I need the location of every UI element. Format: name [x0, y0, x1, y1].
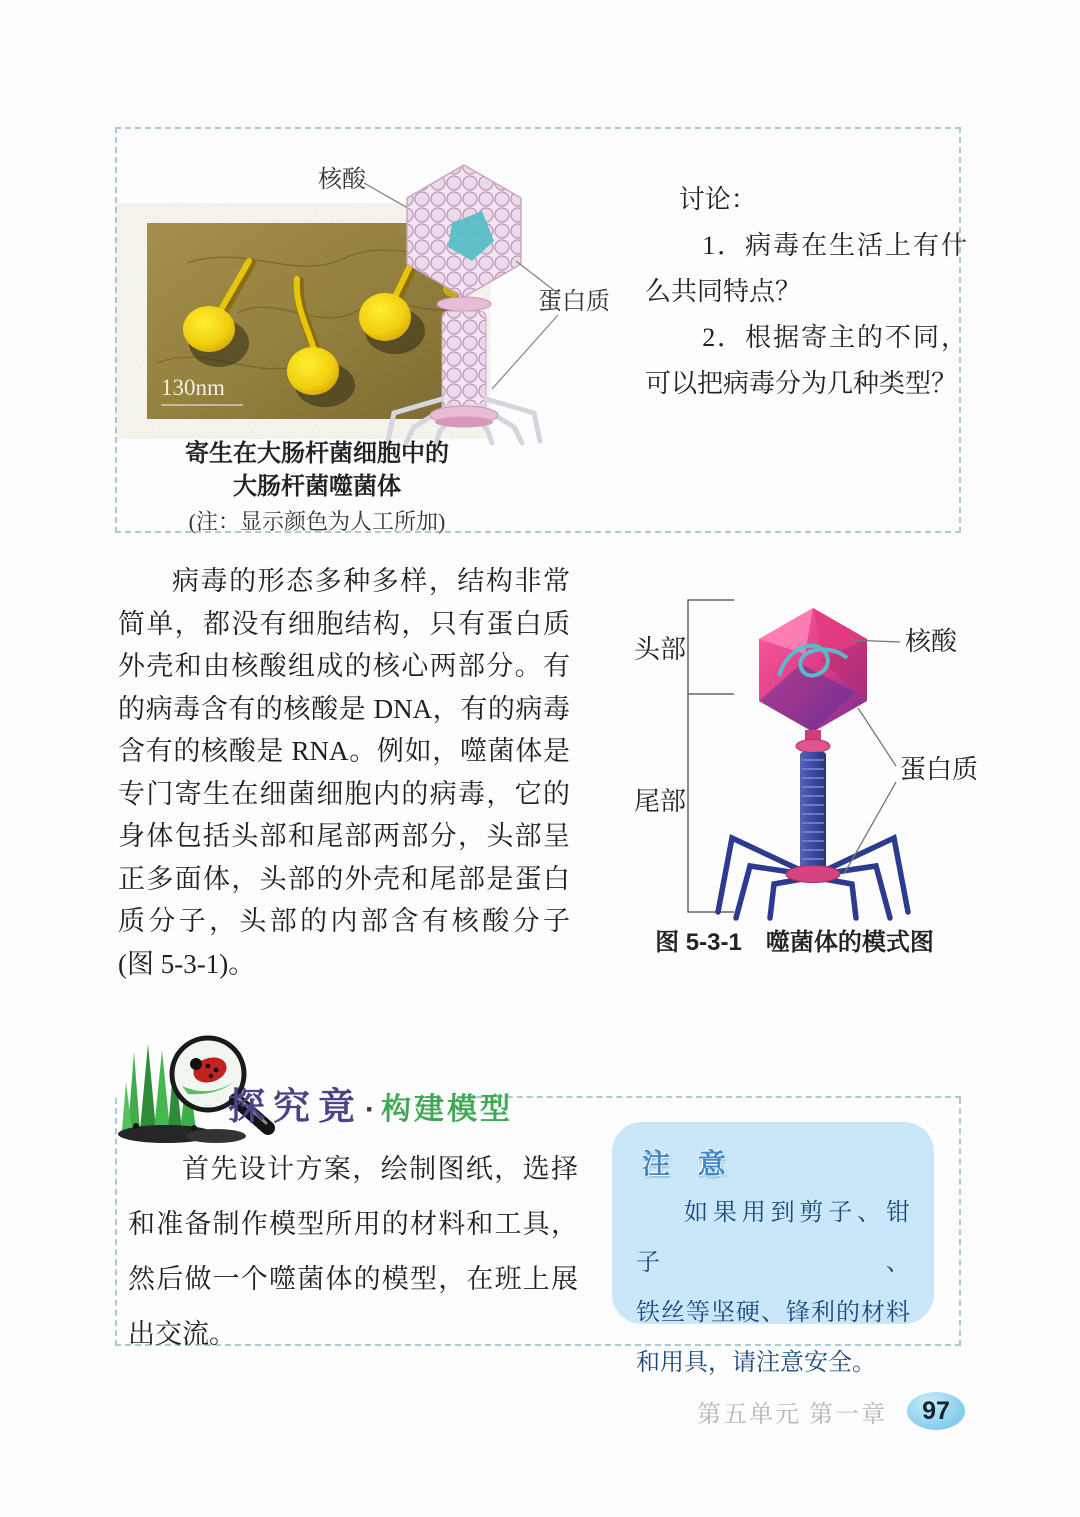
paragraph-line: 质分子，头部的内部含有核酸分子	[118, 906, 570, 936]
figure-caption: 图 5-3-1 噬菌体的模式图	[655, 929, 934, 956]
explore-heading	[228, 1076, 513, 1130]
note-line: 和用具，请注意安全。	[636, 1350, 876, 1376]
nucleic-acid-label: 核酸	[318, 167, 366, 193]
figure-head-label: 头部	[634, 635, 687, 664]
discussion-q2-line2: 可以把病毒分为几种类型？	[645, 369, 958, 398]
figure-protein-leader-tail	[844, 782, 896, 874]
phage-collar	[437, 297, 491, 311]
figure-nucleic-acid-label: 核酸	[905, 627, 958, 656]
paragraph-line: 的病毒含有的核酸是 DNA，有的病毒	[118, 693, 570, 724]
phage-baseplate-rim	[435, 417, 493, 428]
discussion-q1-line2: 么共同特点？	[645, 277, 802, 306]
caption-line-2: 大肠杆菌噬菌体	[233, 473, 401, 500]
explore-paragraph	[128, 1142, 578, 1362]
protein-leader-line-tail	[492, 315, 558, 389]
note-line: 铁丝等坚硬、锋利的材料	[636, 1300, 910, 1326]
phage-tail-spheres	[442, 311, 486, 411]
figure-phage-head	[759, 608, 867, 732]
paragraph-line: 含有的核酸是 RNA。例如，噬菌体是	[118, 736, 570, 766]
note-line: 如果用到剪子、钳子、	[636, 1200, 910, 1276]
caption-note: (注：显示颜色为人工所加)	[188, 509, 446, 534]
figure-protein-label: 蛋白质	[900, 755, 979, 784]
scale-label: 130nm	[161, 375, 225, 400]
paragraph-line: 身体包括头部和尾部两部分，头部呈	[118, 821, 570, 851]
explore-heading-main: 探究竟	[228, 1086, 363, 1127]
protein-label: 蛋白质	[538, 289, 610, 315]
paragraph-line: 正多面体，头部的外壳和尾部是蛋白	[118, 863, 570, 894]
discussion-title: 讨论：	[678, 185, 757, 214]
figure-tail-label: 尾部	[634, 787, 687, 816]
paragraph-line: 简单，都没有细胞结构，只有蛋白质	[118, 608, 570, 639]
main-paragraph	[118, 560, 570, 985]
figure-5-3-1-diagram	[622, 582, 979, 926]
explore-heading-sub: 构建模型	[381, 1093, 513, 1126]
explore-line: 首先设计方案，绘制图纸，选择	[182, 1154, 578, 1184]
figure-phage-tail	[800, 752, 826, 870]
top-figure-panel	[115, 127, 967, 534]
explore-heading-separator: ·	[365, 1093, 375, 1126]
paragraph-line: 专门寄生在细菌细胞内的病毒，它的	[118, 778, 570, 809]
explore-line: 然后做一个噬菌体的模型，在班上展	[128, 1264, 578, 1294]
figure-phage-baseplate	[786, 866, 840, 883]
paragraph-line: (图 5-3-1)。	[118, 948, 256, 979]
explore-box-top-border	[457, 1096, 961, 1098]
explore-line: 和准备制作模型所用的材料和工具，	[128, 1209, 578, 1239]
soil	[118, 1123, 246, 1143]
explore-line: 出交流。	[128, 1319, 236, 1349]
discussion-q1-line1: 1．病毒在生活上有什	[702, 231, 967, 260]
footer-section-label: 第五单元 第一章	[697, 1401, 887, 1428]
note-body	[612, 1182, 934, 1388]
safety-note-box	[612, 1122, 934, 1376]
phage-head-spheres	[407, 165, 521, 297]
caption-line-1: 寄生在大肠杆菌细胞中的	[185, 440, 449, 467]
discussion-block	[645, 177, 967, 407]
page-footer	[560, 1392, 965, 1430]
discussion-q2-line1: 2．根据寄主的不同，	[702, 323, 967, 352]
page-number-badge: 97	[907, 1392, 965, 1430]
paragraph-line: 外壳和由核酸组成的核心两部分。有	[118, 651, 570, 681]
figure-phage-neck	[796, 730, 830, 753]
paragraph-line: 病毒的形态多种多样，结构非常	[172, 566, 570, 596]
phage-sphere-diagram	[302, 143, 622, 445]
micrograph-caption	[152, 437, 482, 537]
note-title: 注 意	[642, 1148, 736, 1179]
figure-protein-leader-head	[858, 708, 896, 766]
